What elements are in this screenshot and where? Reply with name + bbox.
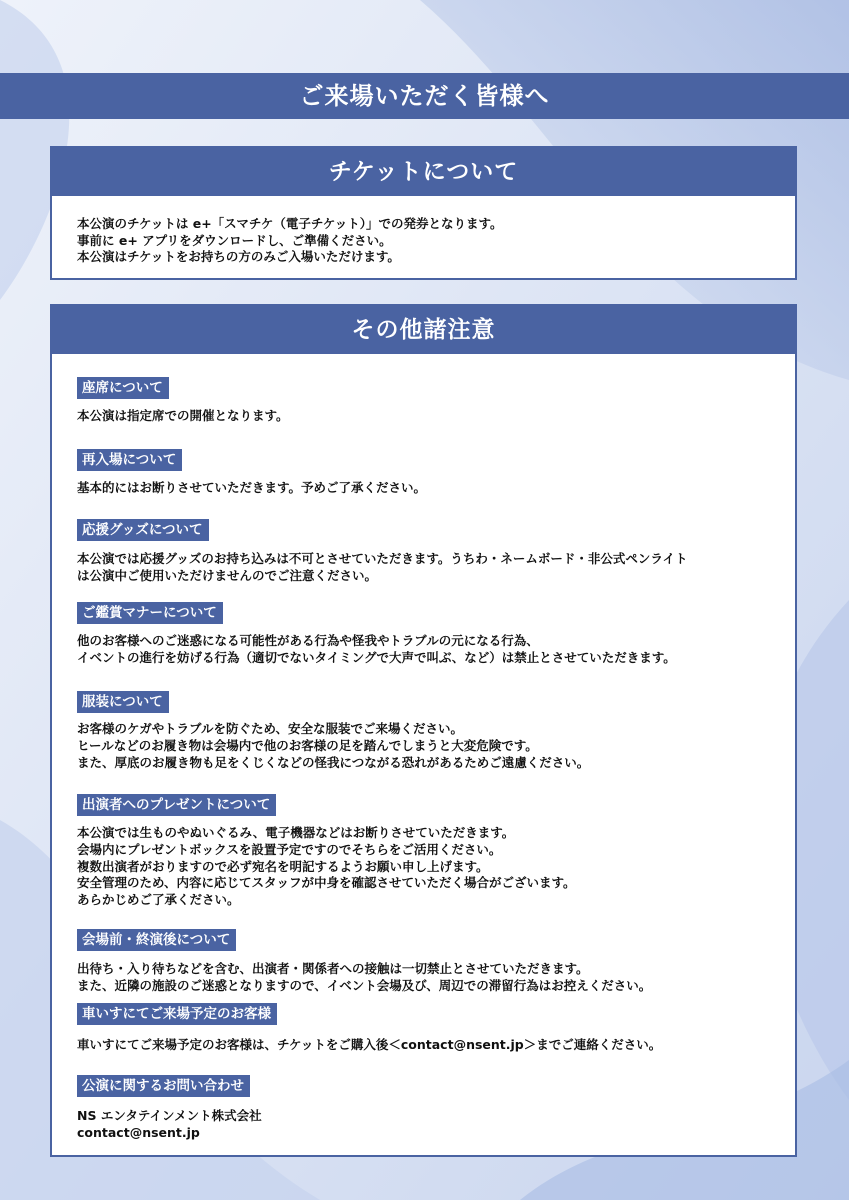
company-name: NS エンタテインメント株式会社 <box>77 1108 262 1123</box>
section-label-seats: 座席について <box>77 377 169 399</box>
notices-heading: その他諸注意 <box>52 306 795 354</box>
section-body-wheelchair <box>77 1037 661 1054</box>
section-line: 安全管理のため、内容に応じてスタッフが中身を確認させていただく場合がございます。 <box>77 875 576 891</box>
section-body-venue <box>77 961 651 995</box>
section-body-presents <box>77 825 576 909</box>
ticket-line: 本公演はチケットをお持ちの方のみご入場いただけます。 <box>77 249 400 264</box>
notices-panel <box>50 304 797 1157</box>
section-line: 本公演では応援グッズのお持ち込みは不可とさせていただきます。うちわ・ネームボード・非公式ペンライト <box>77 551 688 566</box>
section-body-seats <box>77 408 289 425</box>
page-title: ご来場いただく皆様へ <box>0 73 849 119</box>
section-body-goods <box>77 551 688 585</box>
section-label-presents: 出演者へのプレゼントについて <box>77 794 276 816</box>
ticket-text <box>77 216 503 266</box>
section-label-inquiries: 公演に関するお問い合わせ <box>77 1075 250 1097</box>
section-label-manners: ご鑑賞マナーについて <box>77 602 223 624</box>
section-body-manners <box>77 633 676 667</box>
ticket-panel <box>50 146 797 280</box>
contact-email[interactable]: contact@nsent.jp <box>77 1124 200 1140</box>
section-line: 出待ち・入り待ちなどを含む、出演者・関係者への接触は一切禁止とさせていただきます。 <box>77 961 589 976</box>
section-label-clothing: 服装について <box>77 691 169 713</box>
section-line: 基本的にはお断りさせていただきます。予めご了承ください。 <box>77 480 427 495</box>
section-line: また、近隣の施設のご迷惑となりますので、イベント会場及び、周辺での滞留行為はお控えください。 <box>77 977 652 993</box>
section-body-inquiries <box>77 1108 262 1142</box>
section-line: 本公演は指定席での開催となります。 <box>77 408 289 423</box>
section-line: は公演中ご使用いただけませんのでご注意ください。 <box>77 567 378 583</box>
section-label-goods: 応援グッズについて <box>77 519 209 541</box>
section-line: また、厚底のお履き物も足をくじくなどの怪我につながる恐れがあるためご遠慮ください。 <box>77 754 590 770</box>
section-label-reentry: 再入場について <box>77 449 182 471</box>
section-label-venue: 会場前・終演後について <box>77 929 236 951</box>
section-line: お客様のケガやトラブルを防ぐため、安全な服装でご来場ください。 <box>77 721 464 736</box>
section-body-reentry <box>77 480 426 497</box>
section-label-wheelchair: 車いすにてご来場予定のお客様 <box>77 1003 277 1025</box>
section-line: 会場内にプレゼントボックスを設置予定ですのでそちらをご活用ください。 <box>77 841 502 857</box>
section-line: 車いすにてご来場予定のお客様は、チケットをご購入後＜contact@nsent.jp＞までご連絡ください。 <box>77 1037 662 1052</box>
section-line: イベントの進行を妨げる行為（適切でないタイミングで大声で叫ぶ、など）は禁止とさせていただきます。 <box>77 649 676 665</box>
section-line: あらかじめご了承ください。 <box>77 892 240 908</box>
section-line: ヒールなどのお履き物は会場内で他のお客様の足を踏んでしまうと大変危険です。 <box>77 737 538 753</box>
section-line: 他のお客様へのご迷惑になる可能性がある行為や怪我やトラブルの元になる行為、 <box>77 633 539 648</box>
ticket-heading: チケットについて <box>52 148 795 196</box>
section-line: 複数出演者がおりますので必ず宛名を明記するようお願い申し上げます。 <box>77 858 489 874</box>
ticket-line: 事前に e+ アプリをダウンロードし、ご準備ください。 <box>77 232 392 248</box>
section-body-clothing <box>77 721 589 771</box>
section-line: 本公演では生ものやぬいぐるみ、電子機器などはお断りさせていただきます。 <box>77 825 515 840</box>
ticket-line: 本公演のチケットは e+「スマチケ（電子チケット）」での発券となります。 <box>77 216 503 231</box>
